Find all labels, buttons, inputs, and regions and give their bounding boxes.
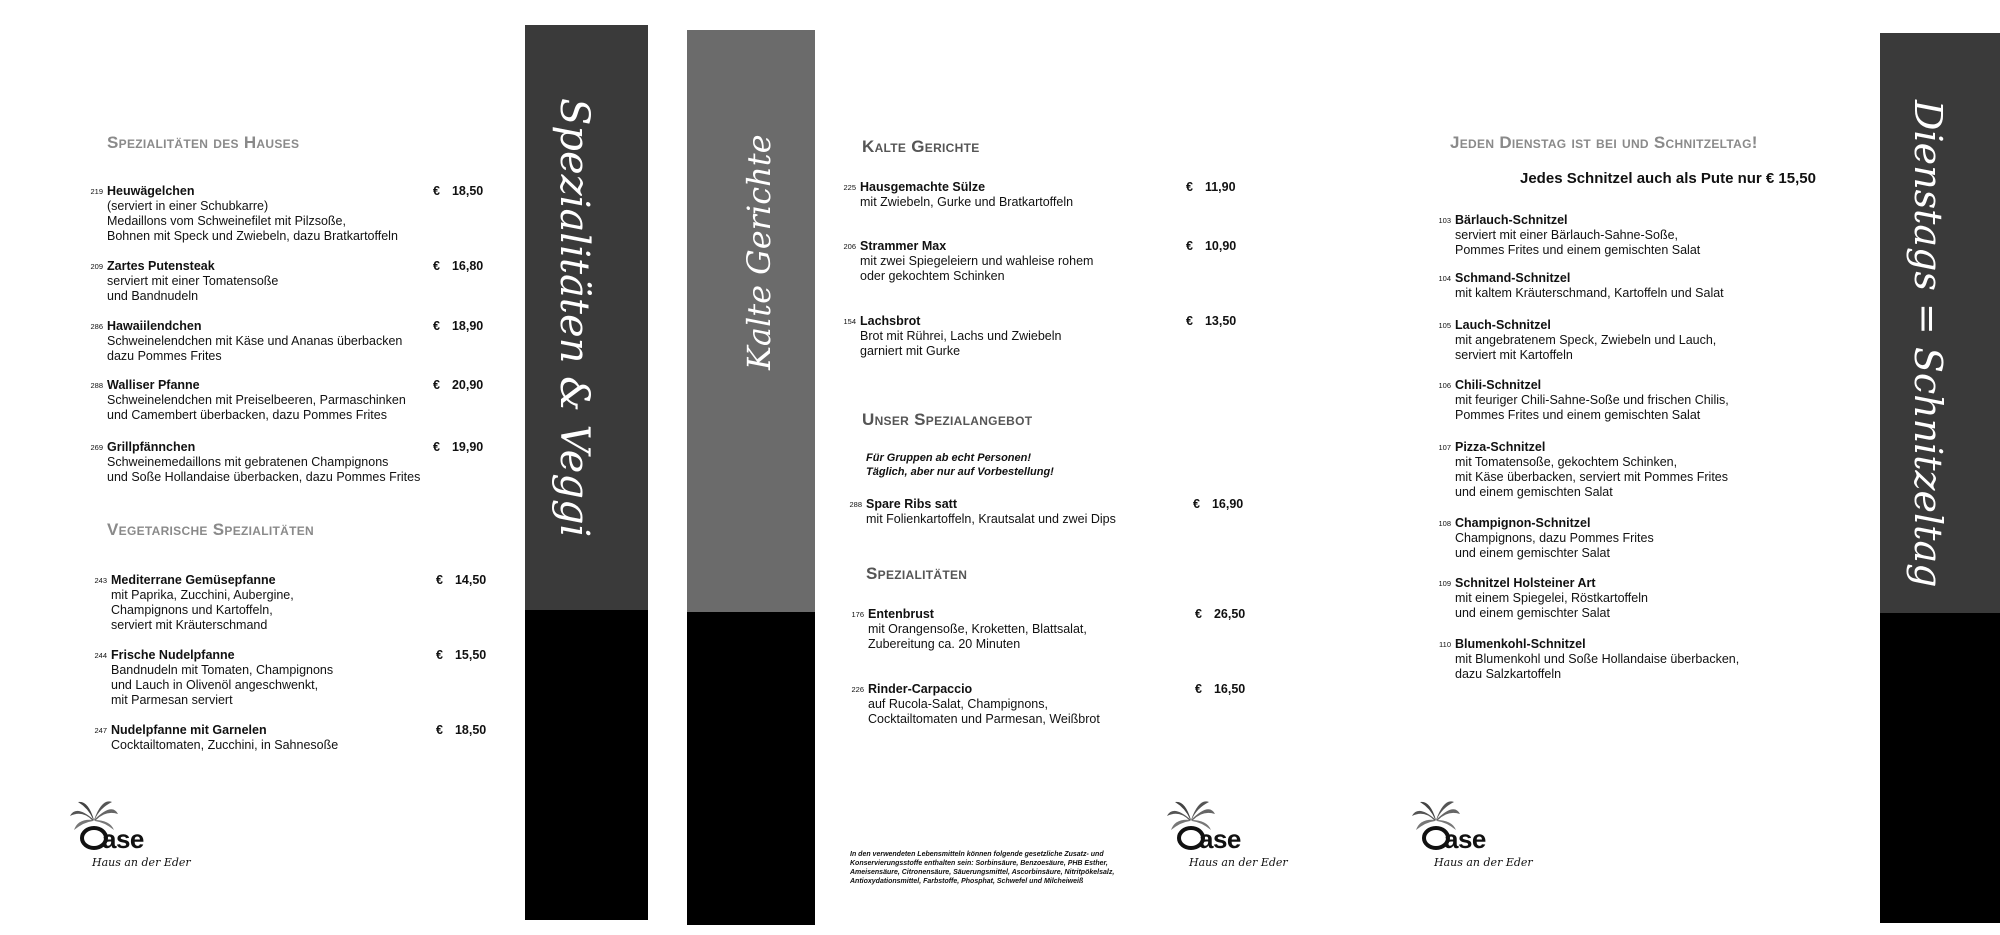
price-value: 20,90 [451, 378, 484, 392]
item-number: 110 [1439, 640, 1451, 649]
section-heading-special-offer: Unser Spezialangebot [862, 410, 1033, 429]
item-price [433, 184, 483, 198]
item-number: 247 [94, 726, 107, 735]
item-description: mit Blumenkohl und Soße Hollandaise überbacken, dazu Salzkartoffeln [1455, 652, 1740, 681]
item-price [1193, 497, 1243, 511]
item-name: Strammer Max [860, 239, 947, 253]
currency-symbol: € [1195, 682, 1202, 696]
oase-logo [1410, 798, 1550, 870]
item-number: 103 [1438, 216, 1451, 225]
menu-item [1438, 440, 1728, 500]
item-description: Bandnudeln mit Tomaten, Champignons und Lauch in Olivenöl angeschwenkt, mit Parmesan serviert [111, 663, 334, 707]
section-heading-vegetarian: Vegetarische Spezialitäten [107, 520, 314, 539]
item-description: (serviert in einer Schubkarre) Medaillons vom Schweinefilet mit Pilzsoße, Bohnen mit Speck und Zwiebeln, dazu Bratkartoffeln [107, 199, 398, 243]
item-name: Lauch-Schnitzel [1455, 318, 1551, 332]
item-number: 286 [90, 322, 103, 331]
price-value: 26,50 [1213, 607, 1246, 621]
item-name: Zartes Putensteak [107, 259, 215, 273]
item-description: mit kaltem Kräuterschmand, Kartoffeln und Salat [1455, 286, 1724, 300]
item-price [436, 723, 486, 737]
item-number: 108 [1438, 519, 1451, 528]
item-price [433, 319, 483, 333]
price-value: 18,50 [454, 723, 487, 737]
item-number: 244 [94, 651, 107, 660]
currency-symbol: € [1193, 497, 1200, 511]
item-name: Spare Ribs satt [866, 497, 958, 511]
price-value: 11,90 [1204, 180, 1236, 194]
item-number: 109 [1438, 579, 1451, 588]
logo-tagline: Haus an der Eder [92, 856, 191, 869]
currency-symbol: € [436, 723, 443, 737]
item-description: Brot mit Rührei, Lachs und Zwiebeln garniert mit Gurke [860, 329, 1062, 358]
menu-item [1438, 576, 1648, 621]
menu-item [90, 378, 406, 423]
menu-item [90, 184, 398, 244]
item-number: 226 [851, 685, 864, 694]
menu-item [843, 314, 1062, 359]
price-value: 18,50 [451, 184, 484, 198]
item-number: 225 [843, 183, 856, 192]
menu-item [94, 573, 294, 633]
item-description: mit Tomatensoße, gekochtem Schinken, mit Käse überbacken, serviert mit Pommes Frites und einem gemischten Salat [1455, 455, 1728, 499]
item-name: Champignon-Schnitzel [1455, 516, 1591, 530]
item-description: mit angebratenem Speck, Zwiebeln und Lauch, serviert mit Kartoffeln [1455, 333, 1717, 362]
menu-item [1438, 516, 1654, 561]
price-value: 16,80 [451, 259, 484, 273]
menu-item [94, 723, 339, 753]
item-number: 154 [843, 317, 856, 326]
section-heading-specialties: Spezialitäten [866, 564, 968, 583]
price-value: 13,50 [1204, 314, 1237, 328]
item-name: Rinder-Carpaccio [868, 682, 973, 696]
menu-item [90, 319, 403, 364]
item-number: 104 [1438, 274, 1451, 283]
currency-symbol: € [433, 319, 440, 333]
item-number: 288 [849, 500, 862, 509]
price-value: 16,50 [1213, 682, 1246, 696]
menu-item [843, 239, 1094, 284]
item-name: Nudelpfanne mit Garnelen [111, 723, 267, 737]
oase-logo [1165, 798, 1305, 870]
item-number: 219 [90, 187, 103, 196]
section-heading-schnitzel-day: Jeden Dienstag ist bei und Schnitzeltag! [1450, 133, 1758, 152]
item-number: 288 [90, 381, 103, 390]
item-price [433, 440, 483, 454]
item-description: serviert mit einer Bärlauch-Sahne-Soße, Pommes Frites und einem gemischten Salat [1455, 228, 1701, 257]
currency-symbol: € [1186, 239, 1193, 253]
menu-item [90, 440, 421, 485]
currency-symbol: € [1195, 607, 1202, 621]
item-number: 269 [90, 443, 103, 452]
logo-tagline: Haus an der Eder [1189, 856, 1288, 869]
menu-item [90, 259, 279, 304]
schnitzel-subheading: Jedes Schnitzel auch als Pute nur € 15,50 [1520, 170, 1816, 187]
item-name: Chili-Schnitzel [1455, 378, 1542, 392]
price-value: 15,50 [454, 648, 487, 662]
price-value: 18,90 [451, 319, 484, 333]
item-name: Frische Nudelpfanne [111, 648, 235, 662]
left-page [0, 0, 660, 935]
menu-item [1438, 318, 1717, 363]
menu-item [851, 682, 1100, 727]
item-name: Mediterrane Gemüsepfanne [111, 573, 276, 587]
item-name: Entenbrust [868, 607, 934, 621]
menu-item [1438, 213, 1701, 258]
menu-item [1439, 637, 1740, 682]
item-description: auf Rucola-Salat, Champignons, Cocktailtomaten und Parmesan, Weißbrot [868, 697, 1100, 726]
item-description: serviert mit einer Tomatensoße und Bandnudeln [107, 274, 279, 303]
item-name: Pizza-Schnitzel [1455, 440, 1546, 454]
item-number: 105 [1438, 321, 1451, 330]
item-name: Schmand-Schnitzel [1455, 271, 1571, 285]
item-description: Schweinelendchen mit Preiselbeeren, Parmaschinken und Camembert überbacken, dazu Pommes Frites [107, 393, 406, 422]
currency-symbol: € [1186, 314, 1193, 328]
right-side-band-black [1880, 613, 2000, 923]
item-price [1195, 682, 1245, 696]
logo-wordmark: ase [1199, 824, 1241, 854]
menu-item [94, 648, 334, 708]
item-description: mit Orangensoße, Kroketten, Blattsalat, Zubereitung ca. 20 Minuten [868, 622, 1087, 651]
item-price [1195, 607, 1245, 621]
price-value: 19,90 [451, 440, 484, 454]
item-name: Schnitzel Holsteiner Art [1455, 576, 1596, 590]
special-offer-note: Für Gruppen ab echt Personen! Täglich, aber nur auf Vorbestellung! [866, 452, 1054, 478]
item-description: Schweinemedaillons mit gebratenen Champignons und Soße Hollandaise überbacken, dazu Pommes Frites [107, 455, 421, 484]
logo-wordmark: ase [1444, 824, 1486, 854]
item-price [433, 378, 483, 392]
currency-symbol: € [433, 184, 440, 198]
item-description: Champignons, dazu Pommes Frites und einem gemischter Salat [1455, 531, 1654, 560]
menu-item [851, 607, 1087, 652]
item-name: Bärlauch-Schnitzel [1455, 213, 1568, 227]
item-description: Schweinelendchen mit Käse und Ananas überbacken dazu Pommes Frites [107, 334, 403, 363]
item-price [436, 573, 486, 587]
logo-wordmark: ase [102, 824, 144, 854]
item-description: Cocktailtomaten, Zucchini, in Sahnesoße [111, 738, 339, 752]
item-name: Heuwägelchen [107, 184, 195, 198]
item-description: mit Zwiebeln, Gurke und Bratkartoffeln [860, 195, 1074, 209]
currency-symbol: € [433, 259, 440, 273]
menu-item [843, 180, 1074, 210]
currency-symbol: € [433, 378, 440, 392]
currency-symbol: € [433, 440, 440, 454]
item-price [436, 648, 486, 662]
currency-symbol: € [1186, 180, 1193, 194]
currency-symbol: € [436, 573, 443, 587]
currency-symbol: € [436, 648, 443, 662]
item-description: mit Folienkartoffeln, Krautsalat und zwei Dips [866, 512, 1116, 526]
item-price [433, 259, 483, 273]
section-heading-cold-dishes: Kalte Gerichte [862, 137, 980, 156]
price-value: 10,90 [1204, 239, 1237, 253]
section-heading-house-specialties: Spezialitäten des Hauses [107, 133, 300, 152]
item-description: mit Paprika, Zucchini, Aubergine, Champignons und Kartoffeln, serviert mit Kräuterschmand [111, 588, 294, 632]
menu-item [1438, 271, 1724, 301]
menu-item [1438, 378, 1729, 423]
item-price [1186, 314, 1236, 328]
item-price [1186, 180, 1236, 194]
item-number: 106 [1438, 381, 1451, 390]
item-name: Hausgemachte Sülze [860, 180, 986, 194]
right-page [1340, 0, 2000, 935]
left-side-band-black [525, 610, 648, 920]
item-description: mit zwei Spiegeleiern und wahleise rohem oder gekochtem Schinken [860, 254, 1094, 283]
middle-band-title: Kalte Gerichte [740, 134, 778, 370]
middle-page [660, 0, 1340, 935]
right-band-title: Dienstags = Schnitzeltag [1906, 100, 1950, 588]
price-value: 16,90 [1211, 497, 1244, 511]
logo-tagline: Haus an der Eder [1434, 856, 1533, 869]
middle-side-band-black [687, 612, 815, 925]
item-name: Blumenkohl-Schnitzel [1455, 637, 1586, 651]
item-number: 243 [94, 576, 107, 585]
oase-logo [68, 798, 208, 870]
item-number: 176 [851, 610, 864, 619]
item-name: Grillpfännchen [107, 440, 196, 454]
item-description: mit einem Spiegelei, Röstkartoffeln und einem gemischter Salat [1455, 591, 1648, 620]
item-number: 206 [843, 242, 856, 251]
item-description: mit feuriger Chili-Sahne-Soße und frischen Chilis, Pommes Frites und einem gemischten Salat [1455, 393, 1729, 422]
item-number: 209 [90, 262, 103, 271]
item-name: Hawaiilendchen [107, 319, 202, 333]
item-number: 107 [1438, 443, 1451, 452]
additives-note: In den verwendeten Lebensmitteln können folgende gesetzliche Zusatz- und Konservierungsstoffe enthalten sein: Sorbinsäure, Benzoesäure, PHB Esther, Ameisensäure, Citronensäure, Säuerungsmittel, Ascorbinsäure, Nitritpökelsalz, Antioxydationsmittel, Farbstoffe, Phosphat, Schwefel und Milcheiweiß [850, 851, 1115, 885]
price-value: 14,50 [454, 573, 487, 587]
left-band-title: Spezialitäten & Veggi [551, 98, 597, 538]
item-name: Lachsbrot [860, 314, 921, 328]
item-name: Walliser Pfanne [107, 378, 200, 392]
item-price [1186, 239, 1236, 253]
menu-item [849, 497, 1116, 527]
